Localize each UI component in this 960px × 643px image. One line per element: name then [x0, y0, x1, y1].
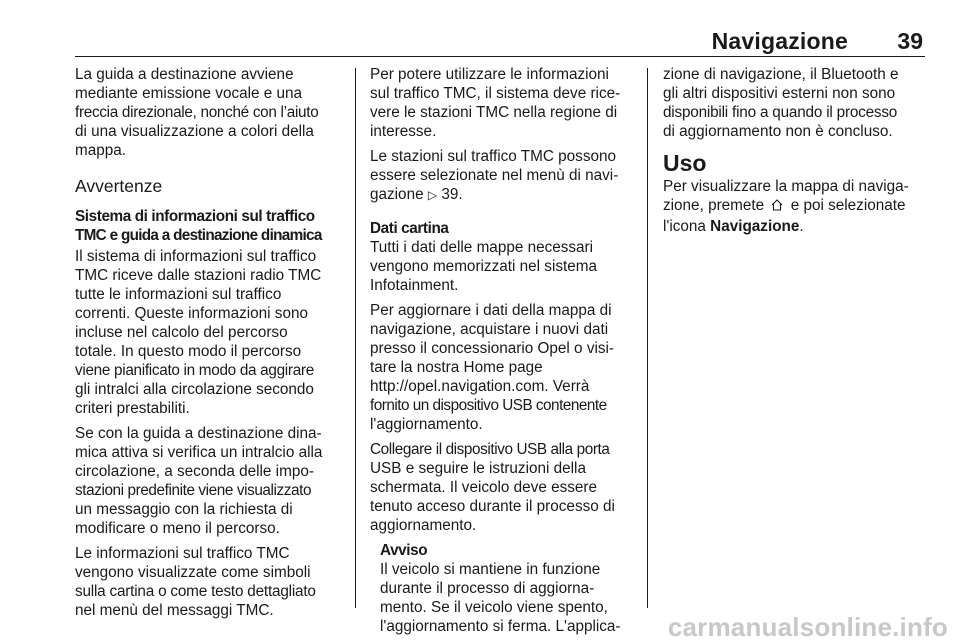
text-line	[663, 217, 925, 236]
text-line: circolazione, a seconda delle impo-	[75, 463, 314, 480]
text-line: Sistema di informazioni sul traffico	[75, 208, 315, 225]
text-line: USB e seguire le istruzioni della	[370, 460, 586, 477]
column-2	[370, 65, 635, 636]
text-line: mica attiva si verifica un intralcio alla	[75, 444, 323, 461]
text-line: sul traffico TMC, il sistema deve rice-	[370, 85, 621, 102]
text-line: presso il concessionario Opel o visi-	[370, 340, 615, 357]
paragraph	[370, 301, 635, 434]
text-fragment: .	[799, 218, 804, 235]
paragraph	[370, 440, 635, 535]
text-line: schermata. Il veicolo deve essere	[370, 479, 598, 496]
paragraph	[663, 177, 925, 236]
text-line: http://opel.navigation.com. Verrà	[370, 378, 590, 395]
notice-box	[370, 541, 635, 636]
page-number: 39	[897, 28, 923, 54]
text-line: mento. Se il veicolo viene spento,	[380, 599, 608, 616]
paragraph	[370, 147, 635, 205]
text-line: tutte le informazioni sul traffico	[75, 286, 282, 303]
text-line: nel menù del messaggi TMC.	[75, 602, 274, 619]
text-line: vengono memorizzati nel sistema	[370, 258, 598, 275]
text-line: Tutti i dati delle mappe necessari	[370, 239, 594, 256]
navigation-label: Navigazione	[710, 218, 800, 235]
text-line	[370, 185, 635, 205]
text-line: sulla cartina o come testo dettagliato	[75, 583, 316, 600]
text-line	[663, 196, 925, 217]
text-line: TMC e guida a destinazione dinamica	[75, 227, 322, 244]
paragraph	[75, 247, 350, 418]
text-line: interesse.	[370, 123, 437, 140]
text-line: La guida a destinazione avviene	[75, 66, 294, 83]
text-line: Infotainment.	[370, 277, 459, 294]
column-divider	[355, 68, 356, 608]
text-line: Per potere utilizzare le informazioni	[370, 66, 609, 83]
paragraph	[370, 238, 635, 295]
text-line: mediante emissione vocale e una	[75, 85, 303, 102]
text-line: di aggiornamento non è concluso.	[663, 123, 893, 140]
page-reference[interactable]: 39.	[441, 186, 463, 203]
text-line: freccia direzionale, nonché con l’aiuto	[75, 104, 319, 121]
text-line: l'aggiornamento si ferma. L'applica-	[380, 618, 621, 635]
text-line: totale. In questo modo il percorso	[75, 343, 302, 360]
text-line: TMC riceve dalle stazioni radio TMC	[75, 267, 322, 284]
text-line: vere le stazioni TMC nella regione di	[370, 104, 618, 121]
text-line: gli intralci alla circolazione secondo	[75, 381, 314, 398]
page-reference-arrow-icon: ▷	[427, 188, 438, 202]
text-fragment: zione, premete	[663, 197, 765, 214]
text-line: viene pianificato in modo da aggirare	[75, 362, 314, 379]
text-line: Per aggiornare i dati della mappa di	[370, 302, 612, 319]
text-line: Le stazioni sul traffico TMC possono	[370, 148, 617, 165]
text-line: incluse nel calcolo del percorso	[75, 324, 288, 341]
paragraph	[75, 544, 350, 620]
text-line: Collegare il dispositivo USB alla porta	[370, 441, 610, 458]
text-line: tare la nostra Home page	[370, 359, 543, 376]
intro-paragraph	[75, 65, 350, 160]
text-line: Il veicolo si mantiene in funzione	[380, 561, 601, 578]
column-divider	[647, 68, 648, 608]
column-1	[75, 65, 350, 620]
text-line: aggiornamento.	[370, 517, 477, 534]
text-line: Le informazioni sul traffico TMC	[75, 545, 290, 562]
column-3	[663, 65, 925, 236]
text-line: mappa.	[75, 142, 127, 159]
text-line: navigazione, acquistare i nuovi dati	[370, 321, 609, 338]
text-line: disponibili fino a quando il processo	[663, 104, 898, 121]
notice-title: Avviso	[380, 542, 428, 559]
text-line: criteri prestabiliti.	[75, 400, 190, 417]
watermark: carmanualsonline.info	[667, 612, 948, 642]
text-line: fornito un dispositivo USB contenente	[370, 397, 607, 414]
text-fragment: gazione	[370, 186, 424, 203]
paragraph	[370, 65, 635, 141]
text-line: Se con la guida a destinazione dina-	[75, 425, 322, 442]
text-line: di una visualizzazione a colori della	[75, 123, 314, 140]
text-line: gli altri dispositivi esterni non sono	[663, 85, 896, 102]
text-line: un messaggio con la richiesta di	[75, 501, 293, 518]
home-button-icon	[770, 198, 784, 217]
text-line: l'aggiornamento.	[370, 416, 483, 433]
text-line: zione di navigazione, il Bluetooth e	[663, 66, 899, 83]
text-line: essere selezionate nel menù di navi-	[370, 167, 619, 184]
paragraph	[75, 424, 350, 538]
text-line: durante il processo di aggiorna-	[380, 580, 595, 597]
text-line: Il sistema di informazioni sul traffico	[75, 248, 317, 265]
paragraph	[663, 65, 925, 141]
text-line: correnti. Queste informazioni sono	[75, 305, 308, 322]
text-line: modificare o meno il percorso.	[75, 520, 280, 537]
section-heading: Uso	[663, 150, 707, 176]
note-title: Avvertenze	[75, 176, 163, 196]
text-line: vengono visualizzate come simboli	[75, 564, 311, 581]
text-line: Per visualizzare la mappa di naviga-	[663, 178, 909, 195]
text-fragment: l'icona	[663, 218, 706, 235]
text-line: tenuto acceso durante il processo di	[370, 498, 615, 515]
text-line: stazioni predefinite viene visualizzato	[75, 482, 312, 499]
header-rule	[75, 56, 925, 57]
subheading: Dati cartina	[370, 220, 449, 237]
page-header-title: Navigazione	[711, 28, 848, 54]
subheading	[75, 207, 350, 245]
text-fragment: e poi selezionate	[790, 197, 906, 214]
